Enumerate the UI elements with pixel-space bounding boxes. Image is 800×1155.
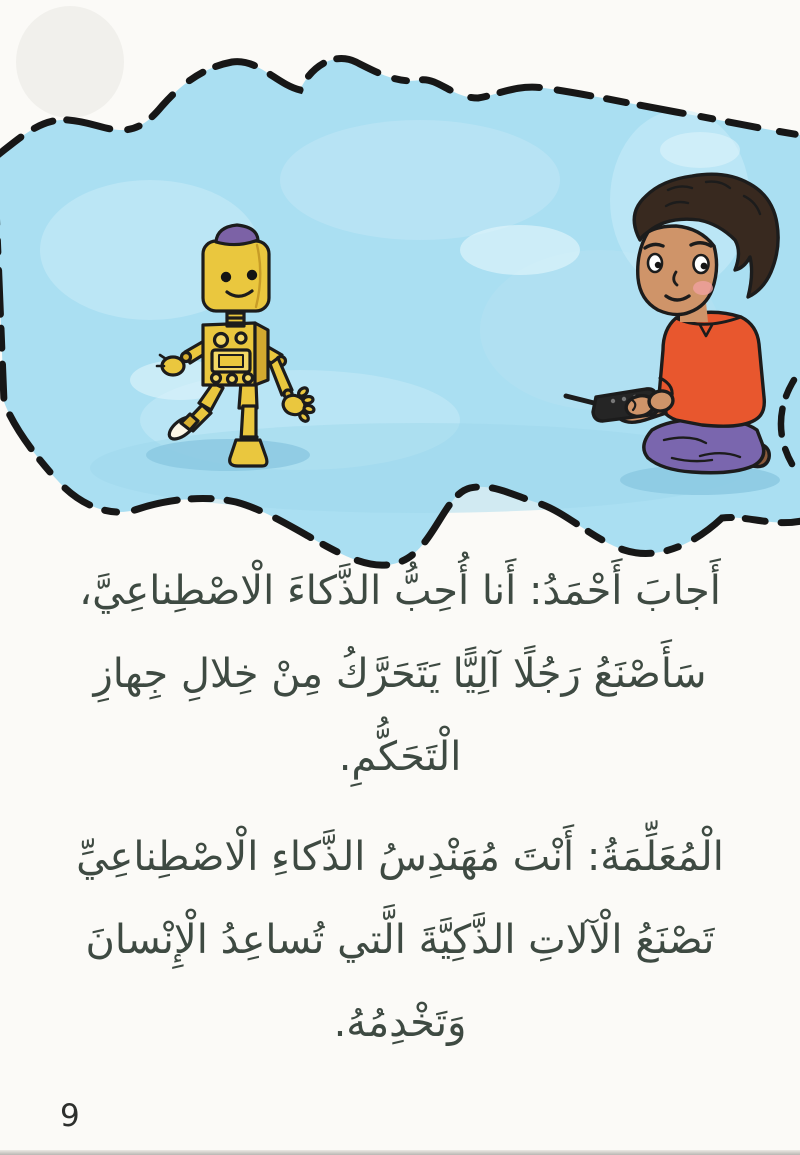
paragraph-ahmad xyxy=(34,550,766,798)
paragraph-teacher xyxy=(34,816,766,1064)
story-line: الْتَحَكُّمِ. xyxy=(338,733,462,780)
robot-cap xyxy=(216,225,258,245)
boy-shirt xyxy=(659,312,764,426)
page-number: 9 xyxy=(60,1098,80,1134)
story-line: تَصْنَعُ الْآلاتِ الذَّكِيَّةَ الَّتي تُساعِدُ الْإِنْسانَ xyxy=(85,917,715,964)
robot-eye xyxy=(247,270,257,280)
robot-shadow xyxy=(146,439,310,471)
scan-artifact xyxy=(16,6,124,118)
boy-blush xyxy=(693,281,713,295)
robot-boot xyxy=(230,440,267,466)
robot-eye xyxy=(221,272,231,282)
story-text xyxy=(0,550,800,1065)
story-line: الْمُعَلِّمَةُ: أَنْتَ مُهَنْدِسُ الذَّكاءِ الْاصْطِناعِيِّ xyxy=(76,834,724,881)
story-line: وَتَخْدِمُهُ. xyxy=(333,999,467,1046)
story-line: سَأَصْنَعُ رَجُلًا آلِيًّا يَتَحَرَّكُ مِنْ خِلالِ جِهازِ xyxy=(93,650,707,697)
story-line: أَجابَ أَحْمَدُ: أَنا أُحِبُّ الذَّكاءَ الْاصْطِناعِيَّ، xyxy=(79,568,721,614)
page-bottom-edge xyxy=(0,1150,800,1155)
